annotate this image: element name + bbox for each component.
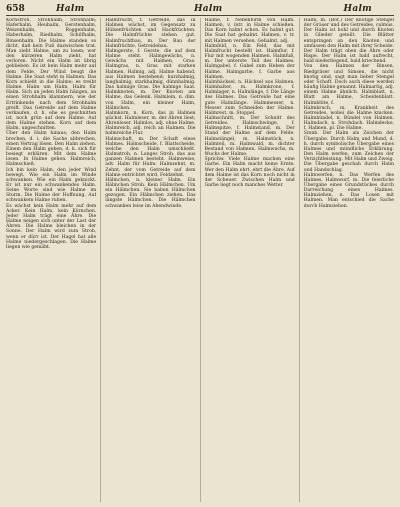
- header-rule: [6, 15, 394, 16]
- entry-paragraph: Kornstroh, Strohhalm, Strohhalm; Haferhalm, Heuhalm, Gerstenhalm, Weizenhalm, Roggenhalm, Haberhalm, Riedhalm, Schilfhalm, Binsenhalm. Die Halme standen so dicht, daß kein Fuß dazwischen trat. Man zieht Halme, um zu losen; wer den kürzeren Halm zieht, hat verloren. Nicht ein Halm ist übrig geblieben. Es ist kein Halm mehr auf dem Felde. Der Wind beugt die Halme. Die Saat steht in Halmen. Das Korn schießt in die Halme; es treibt Halme. Halm um Halm, Halm für Halm. Sich an jeden Halm hängen, an einen Strohhalm klammern, wie der Ertrinkende nach dem Strohhalm greift. Das Getreide auf dem Halme verkaufen, d. h. ehe es geschnitten ist, noch grün auf dem Halme. Auf dem Halme stehen. Korn auf dem Halm, ungeschnitten.: [6, 18, 97, 132]
- entry-paragraph: Halmkorn, n. Korn, das in Halmen wächst. Halmleser, m. der Ähren liest; Ährenleser. Halmlos, adj. ohne Halme. Halmreich, adj. reich an Halmen. Die halmreiche Flur.: [105, 110, 196, 137]
- entry-paragraph: Halm, m. (Bot.) Der knotige Stengel der Gräser und des Getreides, culmus. Der Halm ist hohl und durch Knoten in Glieder geteilt. Die Blätter entspringen an den Knoten und umfassen den Halm mit ihrer Scheide. Der Halm trägt oben die Ähre oder Rispe. Der Halm ist bald aufrecht, bald niederliegend, bald kriechend.: [303, 18, 394, 65]
- column-4: [304, 18, 394, 502]
- column-divider: [200, 18, 201, 502]
- running-head-center: Halm: [194, 4, 223, 14]
- entry-paragraph: Halmwerfen, n. Das Werfen des Halmes. Halmwurf, m. Die feierliche Übergabe eines Grundstückes durch Darreichung eines Halmes. Halmziehen, n. Das Losen mit Halmen. Man entschied die Sache durch Halmziehen.: [303, 172, 394, 209]
- entry-paragraph: Von den Halmen der Binsen, Riedgräser und Simsen, die nicht knotig sind, sagt man lieber Stengel oder Schaft. Doch auch diese werden häufig Halme genannt. Halmartig, adj. einem Halme ähnlich. Halmblatt, n. Blatt am Halme, Scheidenblatt. Halmblüte, f.: [303, 64, 394, 106]
- column-2: [105, 18, 195, 502]
- text-columns: [6, 18, 394, 502]
- entry-paragraph: Halmfeld, n. Ein Feld, das mit Halmfrucht bestellt ist. Halmflur, f. Flur mit wogenden Halmen. Halmfuß, m. Der unterste Teil des Halmes. Halmgabel, f. Gabel zum Heben der Halme. Halmgarbe, f. Garbe aus Halmen.: [204, 43, 295, 80]
- running-head-right: Halm: [343, 4, 372, 14]
- page-number: 658: [6, 4, 25, 14]
- column-divider: [299, 18, 300, 502]
- column-3: [205, 18, 295, 502]
- entry-paragraph: Sinnb. Der Halm als Zeichen der Übergabe. Durch Halm und Mund, d. h. durch symbolische Übergabe eines Halmes und mündliche Erklärung. Den Halm werfen, zum Zeichen der Verzichtleistung. Mit Halm und Zweig. Die Übergabe geschah durch Halm und Handschlag.: [303, 131, 394, 173]
- column-divider: [100, 18, 101, 502]
- entry-paragraph: Halmfrucht, f. Getreide, das in Halmen wächst, im Gegensatz zu Hülsenfrüchten und Hackfrüchten. Die Halmfrüchte stehen gut. Halmfruchtbau, m. Der Bau der Halmfrüchte, Getreidebau.: [105, 18, 196, 49]
- entry-paragraph: Hälmchen, n. kleiner Halm. Ein Hälmchen Stroh. Kein Hälmchen. Um ein Hälmchen. Sie haben Hälmchen gezogen. Ein Hälmchen ziehen. Das längste Hälmchen. Die Hälmchen schwanken leise im Abendwinde.: [105, 177, 196, 209]
- column-1: [6, 18, 96, 502]
- entry-paragraph: Über den Halm hinaus; den Halm brechen, d. i. die Sache abbrechen, einen Vertrag lösen. Den Halm ziehen. Einem den Halm geben, d. h. sich für besiegt erklären. Mit dem Halme losen. In Halme gehen. Halmreich, Halmschieß.: [6, 131, 97, 168]
- entry-paragraph: Halmschnitt, m. Der Schnitt des Getreides. Halmschwinge, f. Halmspitze, f. Halmstand, m. Der Stand der Halme auf dem Felde. Halmstängel, m. Halmstück, n. Halmteil, m. Halmwald, m. dichter Bestand von Halmen. Halmwuchs, m. Wuchs der Halme.: [204, 115, 295, 158]
- entry-paragraph: Es wächst kein Halm mehr auf dem Acker. Kein Halm, kein Körnchen. Jeder Halm trägt eine Ähre. Die Halme neigen sich unter der Last der Ähren. Die Halme bleichen in der Sonne. Der Halm wird zum Stroh, wenn er dürr ist. Der Hagel hat alle Halme niedergeschlagen. Die Halme liegen wie gemäht.: [6, 203, 97, 250]
- entry-paragraph: Ich bin kein Halm, den jeder Wind bewegt. Wie ein Halm im Winde schwanken. Wie ein Halm geknickt. Er ist nur ein schwankendes Halm. Seine Worte sind wie Halme im Sturm. Die Halme der Hoffnung. Auf schwankem Halme ruhen.: [6, 167, 97, 204]
- entry-paragraph: Halme, f. Nebenform von Halm. Halmen, v. intr. in Halme schießen. Das Korn halmt schon. Es halmt gut. Die Saat hat gehalmt. Halmen, v. tr. mit Halmen versehen. Gehalmt, adj.: [204, 18, 295, 44]
- entry-paragraph: Halmbruch, m. Krankheit des Getreides, wobei die Halme knicken. Halmbündel, n. Bündel von Halmen. Halmdach, n. Strohdach. Halmdecke, f. Halmen, pl. Die Halme.: [303, 105, 394, 132]
- entry-paragraph: Halmschaft, m. Der Schaft eines Halmes. Halmscheide, f. Blattscheide, welche den Halm umschließt. Halmstroh, n. Langes Stroh, das aus ganzen Halmen besteht. Halmweise, adv. Halm für Halm. Halmzehnt, m. Zehnt, der vom Getreide auf dem Halme entrichtet wird, Feldzehnt.: [105, 136, 196, 178]
- running-head-left: Halm: [56, 4, 85, 14]
- entry-paragraph: Halmhäcksel, n. Häcksel aus Halmen. Halmhalter, m. Halmkrone, f. Halmlager, n. Halmlänge, f. Die Länge des Halmes. Das Getreide hat eine gute Halmlänge. Halmmesser, n. Messer zum Schneiden der Halme. Halmrest, m. Stoppel.: [204, 79, 295, 116]
- entry-paragraph: Halmgerste, f. Gerste, die auf dem Halme steht. Halmgewächs, n. Gewächs mit Halmen, Gras. Halmgras, n. Gras mit starken Halmen. Halmig, adj. Halme habend, aus Halmen bestehend; kurzhalmig, langhalmig, starkhalmig, dünnhalmig. Das halmige Gras. Die halmige Saat. Halmknoten, m. Der Knoten am Halme, das Gelenk. Halmlein, n. dim. von Halm, ein kleiner Halm, Hälmchen.: [105, 48, 196, 111]
- page-header: [6, 3, 394, 15]
- entry-paragraph: Sprichw. Viele Halme machen eine Garbe. Ein Halm macht keine Ernte. Wer den Halm ehrt, ehrt die Ähre. Auf dem Halme ist das Korn noch nicht in der Scheuer. Zwischen Halm und Garbe liegt noch manches Wetter.: [204, 157, 295, 188]
